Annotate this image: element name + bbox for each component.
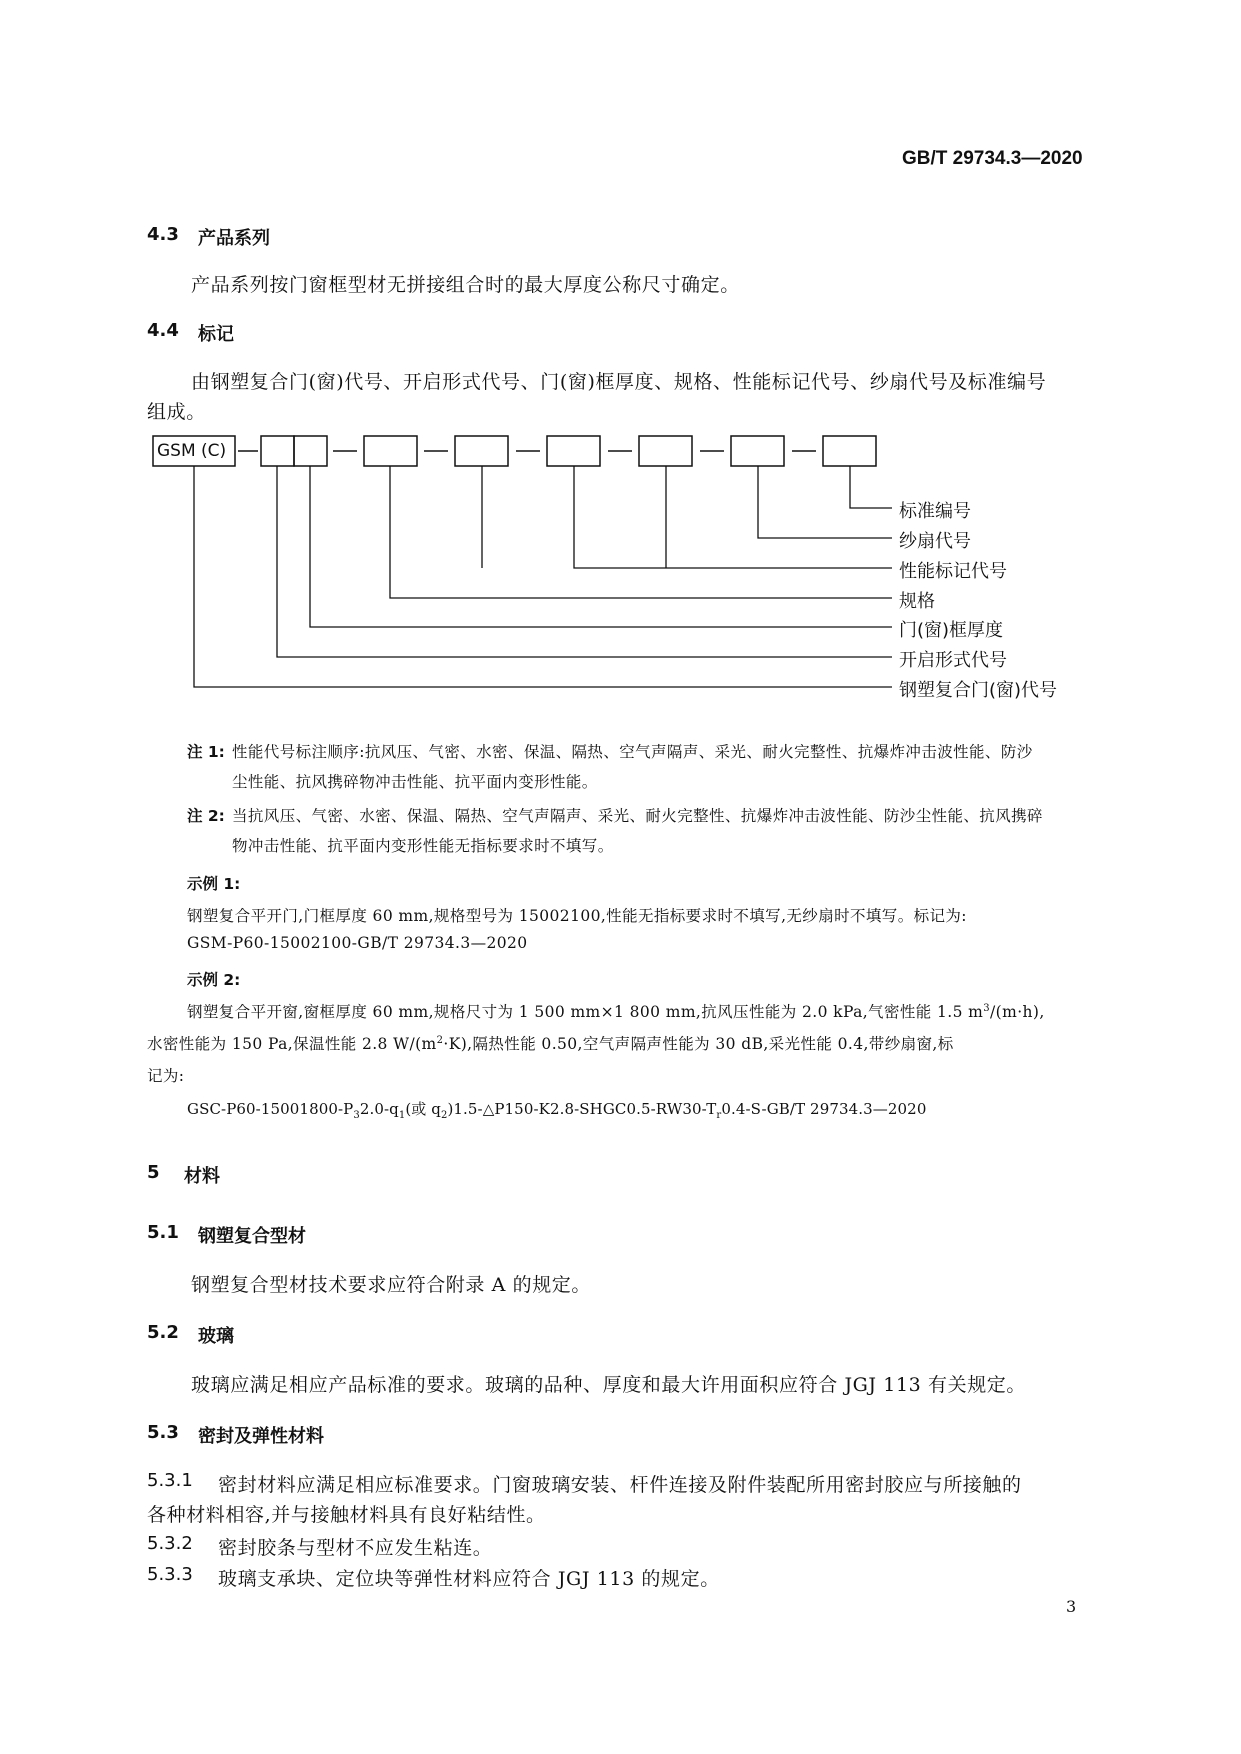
section-5-title: 材料 [184,1166,220,1187]
example-2-line2: 水密性能为 150 Pa,保温性能 2.8 $W/(m^2\cdot K)$,隔热性能 0.50,空气声隔声性能为 30 dB,采光性能 0.4,带纱扇窗,标 [147,1034,954,1053]
note-1-line2: 尘性能、抗风携碎物冲击性能、抗平面内变形性能。 [232,773,598,791]
clause-5-3-1-line1: 密封材料应满足相应标准要求。门窗玻璃安装、杆件连接及附件装配所用密封胶应与所接触的 [218,1474,1022,1496]
diagram-label-specification: 规格 [899,591,935,612]
section-5-1-number: 5.1 [147,1222,179,1243]
box-standard-number [823,436,876,466]
section-5-2-number: 5.2 [147,1322,179,1343]
code-box-text: GSM (C) [157,441,227,461]
section-5-3-number: 5.3 [147,1422,179,1443]
section-4-3-number: 4.3 [147,224,179,245]
example-1-line1: 钢塑复合平开门,门框厚度 60 mm,规格型号为 15002100,性能无指标要求时不填写,无纱扇时不填写。标记为: [187,907,967,925]
section-5-2-text: 玻璃应满足相应产品标准的要求。玻璃的品种、厚度和最大许用面积应符合 JGJ 113 有关规定。 [191,1374,1026,1396]
note-1-label: 注 1: [187,743,225,761]
example-1-label: 示例 1: [187,875,241,893]
clause-5-3-1-line2: 各种材料相容,并与接触材料具有良好粘结性。 [147,1504,546,1526]
example-2-marking: GSC-$P60-15001800-P_32.0-q_1$(或 $q_2)1.5-\triangle P150-K2.8-SHGC0.5-RW30-T_r0.4-S-GB/T$ 29734.3—2020 [187,1100,927,1121]
diagram-label-opening-type: 开启形式代号 [899,650,1007,671]
section-5-2-title: 玻璃 [198,1326,234,1347]
box-specification [364,436,417,466]
clause-5-3-2-text: 密封胶条与型材不应发生粘连。 [218,1537,493,1559]
example-2-label: 示例 2: [187,971,241,989]
leader-frame-thickness [310,466,892,627]
clause-5-3-3-number: 5.3.3 [147,1564,193,1585]
section-4-4-text-line2: 组成。 [147,401,206,423]
section-4-4-number: 4.4 [147,320,179,341]
note-2-line1: 当抗风压、气密、水密、保温、隔热、空气声隔声、采光、耐火完整性、抗爆炸冲击波性能、防沙尘性能、抗风携碎 [232,807,1043,825]
leader-performance [574,466,892,568]
leader-specification [390,466,892,598]
example-1-marking: GSM-P60-15002100-GB/T 29734.3—2020 [187,934,528,952]
box-screen-sash [731,436,784,466]
leader-standard-number [850,466,892,508]
section-4-4-title: 标记 [198,324,234,345]
example-2-line3: 记为: [147,1067,185,1085]
diagram-leader-lines [194,466,892,687]
section-5-1-title: 钢塑复合型材 [198,1226,306,1247]
leader-opening-type [277,466,892,657]
box-frame-thickness [294,436,327,466]
clause-5-3-2-number: 5.3.2 [147,1533,193,1554]
box-performance-3 [639,436,692,466]
example-2-line1: 钢塑复合平开窗,窗框厚度 60 mm,规格尺寸为 1 500 mm×1 800 mm,抗风压性能为 2.0 kPa,气密性能 1.5 $m^3/(m\cdot h)$, [187,1002,1045,1021]
box-performance-2 [547,436,600,466]
section-4-4-text-line1: 由钢塑复合门(窗)代号、开启形式代号、门(窗)框厚度、规格、性能标记代号、纱扇代号及标准编号 [191,371,1047,393]
clause-5-3-3-text: 玻璃支承块、定位块等弹性材料应符合 JGJ 113 的规定。 [218,1568,720,1590]
section-5-1-text: 钢塑复合型材技术要求应符合附录 A 的规定。 [191,1274,592,1296]
diagram-label-frame-thickness: 门(窗)框厚度 [899,620,1004,641]
leader-code [194,466,892,687]
standard-code: GB/T 29734.3—2020 [902,148,1083,169]
diagram-label-product-code: 钢塑复合门(窗)代号 [899,680,1058,701]
diagram-label-screen-sash: 纱扇代号 [899,531,971,552]
note-2-label: 注 2: [187,807,225,825]
section-4-3-title: 产品系列 [198,228,270,249]
section-5-number: 5 [147,1162,160,1183]
page-number: 3 [1066,1597,1077,1616]
leader-screen-sash [758,466,892,538]
note-1-line1: 性能代号标注顺序:抗风压、气密、水密、保温、隔热、空气声隔声、采光、耐火完整性、抗爆炸冲击波性能、防沙 [232,743,1033,761]
note-2-line2: 物冲击性能、抗平面内变形性能无指标要求时不填写。 [232,837,614,855]
section-4-3-text: 产品系列按门窗框型材无拼接组合时的最大厚度公称尺寸确定。 [191,274,740,296]
diagram-boxes [153,436,876,466]
box-opening-type [261,436,294,466]
clause-5-3-1-number: 5.3.1 [147,1470,193,1491]
diagram-label-performance: 性能标记代号 [899,561,1007,582]
diagram-label-standard-number: 标准编号 [899,501,971,522]
box-performance-1 [455,436,508,466]
section-5-3-title: 密封及弹性材料 [198,1426,324,1447]
